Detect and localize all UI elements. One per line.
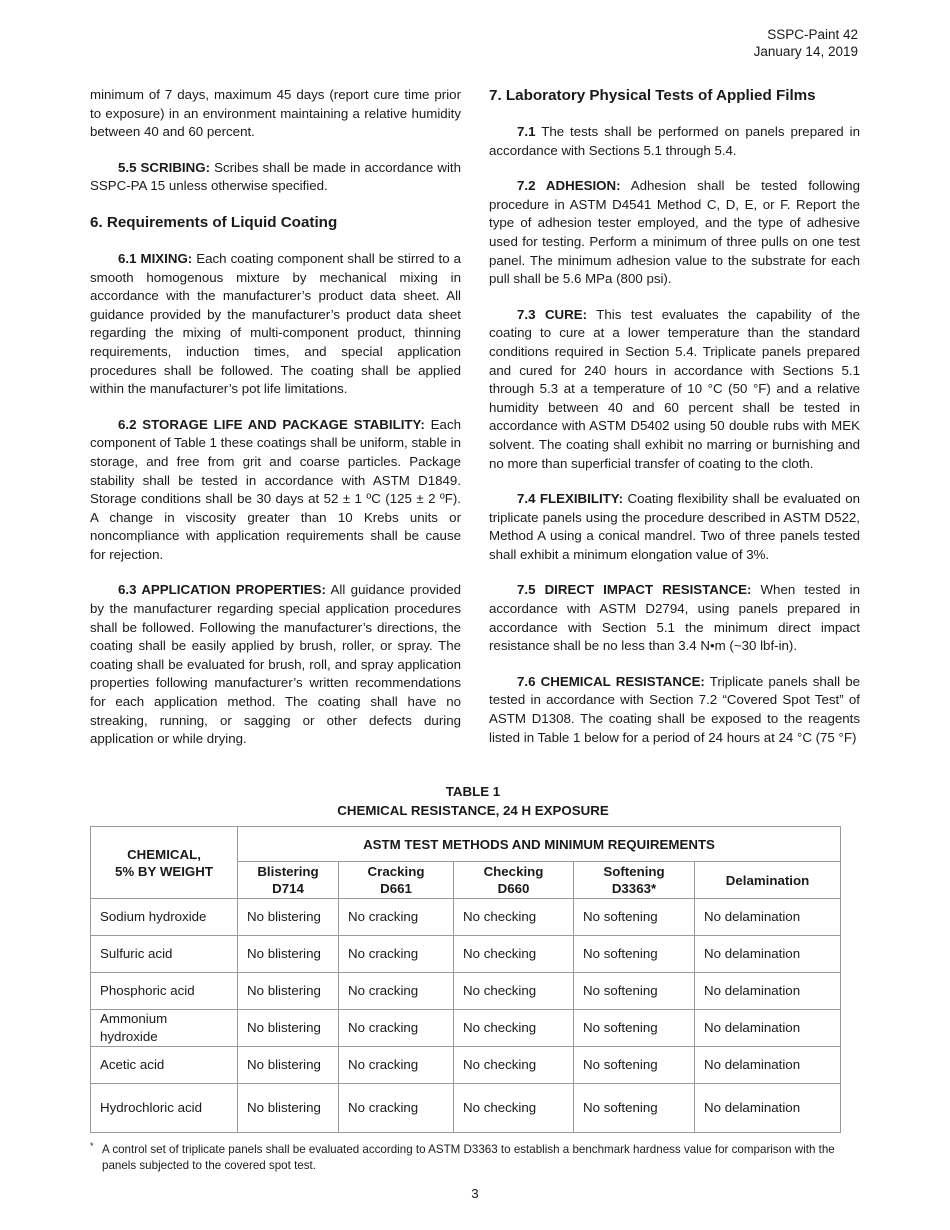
document-id: SSPC-Paint 42 xyxy=(767,27,858,42)
document-date: January 14, 2019 xyxy=(753,44,858,59)
section-text: Each component of Table 1 these coatings shall be uniform, stable in storage, and free from grit and coarse particles. Package stability shall be tested in accordance with ASTM D1849. Storage conditions shall be 30 days at 52 ± 1 ºC (125 ± 2 ºF). A change in viscosity greater than 10 Krebs units or noncompliance with application requirements shall be cause for rejection. xyxy=(90,416,461,562)
section-text: Adhesion shall be tested following procedure in ASTM D4541 Method C, D, E, or F. Report the type of adhesion tester employed, and the type of adhesive used for testing. Perform a minimum of three pulls on one test panel. The minimum adhesion value to the substrate for each pull shall be 5.6 MPa (800 psi). xyxy=(489,178,860,287)
section-label: 5.5 SCRIBING: xyxy=(118,159,210,175)
footnote-marker: * xyxy=(90,1141,94,1151)
section-label: 7.1 xyxy=(517,124,536,139)
chemical-cell: Sulfuric acid xyxy=(91,936,238,973)
result-cell: No cracking xyxy=(339,936,454,973)
chemical-cell: Phosphoric acid xyxy=(91,973,238,1010)
section-7-heading: 7. Laboratory Physical Tests of Applied Films xyxy=(489,87,816,104)
section-text: When tested in accordance with ASTM D2794, using panels prepared in accordance with Section 5.1 the minimum direct impact resistance shall be no less than 3.4 N•m (~30 lbf-in). xyxy=(489,582,861,654)
result-cell: No softening xyxy=(574,1010,695,1047)
section-7-3-cure xyxy=(489,306,860,473)
right-column xyxy=(489,86,860,764)
section-label: 7.4 FLEXIBILITY: xyxy=(517,491,624,507)
section-label: 7.3 CURE: xyxy=(517,306,588,322)
result-cell: No delamination xyxy=(695,899,841,936)
section-label: 6.3 APPLICATION PROPERTIES: xyxy=(118,582,326,598)
result-cell: No checking xyxy=(454,1010,574,1047)
section-6-3-application xyxy=(90,581,461,748)
chemical-cell: Acetic acid xyxy=(91,1047,238,1084)
page-number: 3 xyxy=(471,1186,479,1201)
section-7-5-impact xyxy=(489,581,860,655)
paragraph-cure-continued: minimum of 7 days, maximum 45 days (report cure time prior to exposure) in an environment maintaining a relative humidity between 40 and 60 percent. xyxy=(90,87,461,140)
result-cell: No blistering xyxy=(238,973,339,1010)
section-6-1-mixing xyxy=(90,250,461,399)
result-cell: No softening xyxy=(574,1047,695,1084)
section-label: 6.2 STORAGE LIFE AND PACKAGE STABILITY: xyxy=(118,416,425,432)
chemical-resistance-table xyxy=(90,826,841,1133)
result-cell: No checking xyxy=(454,1047,574,1084)
column-header-blistering xyxy=(238,862,339,899)
result-cell: No blistering xyxy=(238,936,339,973)
table-footnote xyxy=(90,1142,860,1173)
result-cell: No softening xyxy=(574,973,695,1010)
table-body xyxy=(91,899,841,1133)
table-caption: CHEMICAL RESISTANCE, 24 H EXPOSURE xyxy=(337,803,609,818)
section-text: Each coating component shall be stirred to a smooth homogenous mixture by mechanical mixing in accordance with the manufacturer’s product data sheet. All guidance provided by the manufacturer’s product data sheet regarding the mixing of multi-component product, thinning requirements, induction times, and special application procedures shall be followed. The coating shall be applied within the manufacturer’s pot life limitations. xyxy=(90,250,462,397)
table-number: TABLE 1 xyxy=(445,784,501,799)
section-text: The tests shall be performed on panels prepared in accordance with Sections 5.1 through 5.4. xyxy=(489,124,860,158)
section-7-2-adhesion xyxy=(489,177,860,289)
header-line: CHEMICAL, xyxy=(127,846,201,862)
page-header xyxy=(754,26,858,60)
result-cell: No checking xyxy=(454,973,574,1010)
table-row xyxy=(91,1010,841,1047)
section-label: 7.6 CHEMICAL RESISTANCE: xyxy=(517,673,705,689)
section-6-heading: 6. Requirements of Liquid Coating xyxy=(90,213,338,231)
header-line: 5% BY WEIGHT xyxy=(114,863,214,879)
table-row xyxy=(91,973,841,1010)
chemical-cell: Sodium hydroxide xyxy=(91,899,238,936)
table-row xyxy=(91,1084,841,1133)
section-text: Coating flexibility shall be evaluated on triplicate panels using the procedure described in ASTM D522, Method A using a conical mandrel. Two of three panels tested shall exhibit a minimum elongation value of 3%. xyxy=(489,491,861,562)
result-cell: No blistering xyxy=(238,1047,339,1084)
column-header-delamination xyxy=(695,862,841,899)
column-name: Delamination xyxy=(725,872,810,888)
result-cell: No delamination xyxy=(695,973,841,1010)
section-text: Scribes shall be made in accordance with SSPC-PA 15 unless otherwise specified. xyxy=(90,159,461,194)
column-method: D3363* xyxy=(611,881,657,896)
section-7-4-flexibility xyxy=(489,490,860,564)
result-cell: No softening xyxy=(574,1084,695,1133)
section-6-2-storage xyxy=(90,416,461,565)
left-column xyxy=(90,86,461,766)
chemical-column-header xyxy=(91,827,238,899)
column-name: Cracking xyxy=(367,864,425,879)
footnote-text: A control set of triplicate panels shall be evaluated according to ASTM D3363 to establish a benchmark hardness value for comparison with the panels subjected to the covered spot test. xyxy=(102,1143,835,1172)
section-text: All guidance provided by the manufacturer regarding special application procedures shall be followed. Following the manufacturer’s directions, the coating shall be easily applied by brush, roller, or spray. The coating shall be evaluated for brush, roll, and spray application properties following manufacturer’s written recommendations for each application method. The coating shall have no streaking, running, or sagging or other defects during application or while drying. xyxy=(90,582,461,747)
result-cell: No delamination xyxy=(695,1084,841,1133)
result-cell: No checking xyxy=(454,1084,574,1133)
chemical-cell: Hydrochloric acid xyxy=(91,1084,238,1133)
column-name: Blistering xyxy=(257,864,319,879)
section-label: 6.1 MIXING: xyxy=(118,250,193,266)
section-text: Triplicate panels shall be tested in accordance with Section 7.2 “Covered Spot Test” of ASTM D1308. The coating shall be exposed to the reagents listed in Table 1 below for a period of 24 hours at 24 °C (75 °F) xyxy=(489,673,861,745)
column-name: Softening xyxy=(603,864,665,879)
table-title xyxy=(90,782,856,820)
result-cell: No delamination xyxy=(695,1010,841,1047)
section-label: 7.5 DIRECT IMPACT RESISTANCE: xyxy=(517,582,752,598)
column-method: D661 xyxy=(380,881,412,896)
result-cell: No cracking xyxy=(339,899,454,936)
result-cell: No cracking xyxy=(339,1084,454,1133)
result-cell: No cracking xyxy=(339,1010,454,1047)
column-method: D660 xyxy=(497,881,530,896)
section-7-6-chemical xyxy=(489,673,860,747)
result-cell: No cracking xyxy=(339,973,454,1010)
column-method: D714 xyxy=(272,881,304,896)
chemical-cell: Ammonium hydroxide xyxy=(91,1010,238,1047)
column-header-cracking xyxy=(339,862,454,899)
section-text: This test evaluates the capability of the coating to cure at a lower temperature than the standard conditions required in Section 5.4. Triplicate panels prepared and cured for 240 hours in accordance with Sections 5.1 through 5.3 at a temperature of 10 °C (50 °F) and a relative humidity between 40 and 60 percent shall be tested in accordance with ASTM D5402 using 50 double rubs with MEK solvent. The coating shall exhibit no marring or burnishing and no more than superficial transfer of coating to the cloth. xyxy=(489,306,860,471)
result-cell: No cracking xyxy=(339,1047,454,1084)
table-row xyxy=(91,899,841,936)
result-cell: No blistering xyxy=(238,899,339,936)
result-cell: No softening xyxy=(574,936,695,973)
result-cell: No blistering xyxy=(238,1084,339,1133)
result-cell: No checking xyxy=(454,899,574,936)
result-cell: No blistering xyxy=(238,1010,339,1047)
column-name: Checking xyxy=(483,864,544,879)
result-cell: No delamination xyxy=(695,1047,841,1084)
result-cell: No softening xyxy=(574,899,695,936)
table-row xyxy=(91,936,841,973)
section-label: 7.2 ADHESION: xyxy=(517,178,621,194)
section-5-5-scribing xyxy=(90,159,461,196)
table-row xyxy=(91,1047,841,1084)
section-7-1 xyxy=(489,123,860,160)
result-cell: No delamination xyxy=(695,936,841,973)
column-header-softening xyxy=(574,862,695,899)
column-header-checking xyxy=(454,862,574,899)
test-methods-group-header: ASTM TEST METHODS AND MINIMUM REQUIREMENTS xyxy=(238,827,841,862)
result-cell: No checking xyxy=(454,936,574,973)
